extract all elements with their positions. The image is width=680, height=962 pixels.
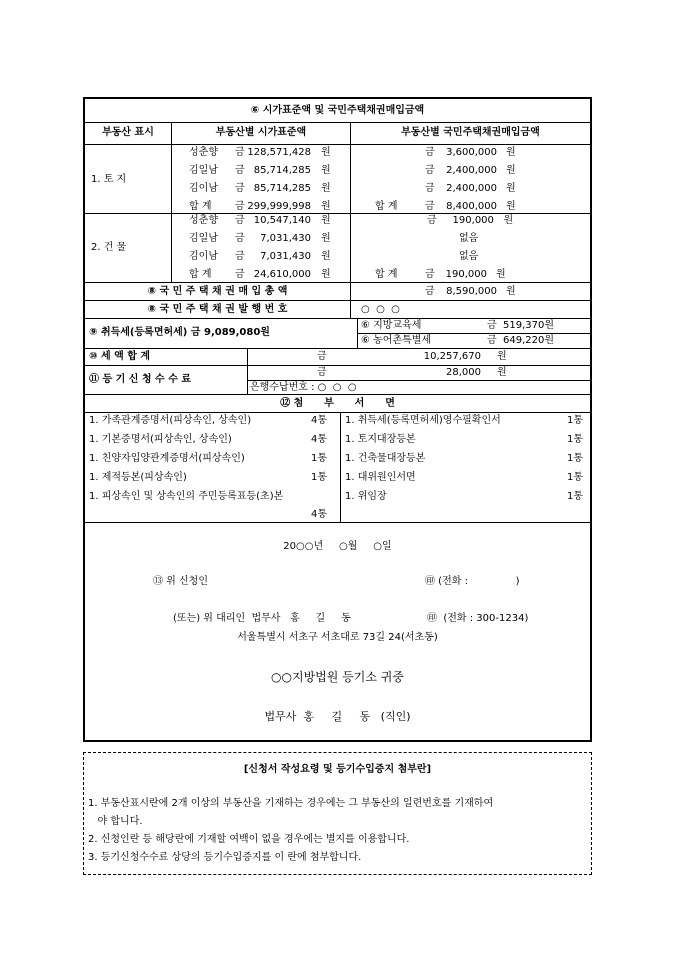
building-bond-total-geum: 금 <box>425 269 435 280</box>
land-owner-name: 김일남 <box>189 165 218 176</box>
attachment-right-count: 1통 <box>567 472 584 483</box>
land-bond-unit: 원 <box>506 147 516 158</box>
attachments-title: ⑫ 첨 부 서 면 <box>280 398 395 409</box>
land-standard-price: 85,714,285 <box>253 183 311 194</box>
notes-item: 2. 신청인란 등 해당란에 기재할 여백이 없을 경우에는 별지를 이용합니다. <box>88 834 410 845</box>
rural-special-tax-value: 금 649,220원 <box>487 335 555 346</box>
local-education-tax-value: 금 519,370원 <box>487 320 555 331</box>
land-bond-total-value: 8,400,000 <box>446 201 497 212</box>
bond-total-unit: 원 <box>506 286 516 297</box>
column-divider <box>171 122 172 282</box>
building-total-label: 합 계 <box>189 269 212 280</box>
notes-item: 야 합니다. <box>88 816 143 827</box>
divider <box>85 348 590 349</box>
column-divider <box>350 122 351 282</box>
divider <box>85 522 590 523</box>
attachment-right-item: 1. 취득세(등록면허세)영수필확인서 <box>345 415 501 426</box>
registration-fee-value: 28,000 <box>446 367 481 378</box>
divider <box>357 333 590 334</box>
application-form-frame <box>83 97 592 742</box>
land-total-geum: 금 <box>235 201 245 212</box>
building-unit: 원 <box>321 215 331 226</box>
tax-total-value: 10,257,670 <box>423 351 481 362</box>
scrivener-signature: 법무사 홍 길 동 (직인) <box>264 710 411 723</box>
attachment-left-item: 1. 제적등본(피상속인) <box>89 472 187 483</box>
building-label: 2. 건 물 <box>91 242 127 253</box>
land-unit: 원 <box>321 183 331 194</box>
local-education-tax-label: ⑥ 지방교육세 <box>361 320 422 331</box>
building-geum: 금 <box>235 215 245 226</box>
land-owner-name: 성춘향 <box>189 147 218 158</box>
attachment-left-count: 1통 <box>311 472 328 483</box>
building-bond: 없음 <box>459 233 479 244</box>
notes-item: 3. 등기신청수수료 상당의 등기수입증지를 이 란에 첨부합니다. <box>88 852 362 863</box>
header-bond-amount: 부동산별 국민주택채권매입금액 <box>401 127 540 138</box>
attachment-right-item: 1. 대위원인서면 <box>345 472 416 483</box>
registration-fee-unit: 원 <box>497 367 507 378</box>
court-name: ○○지방법원 등기소 귀중 <box>271 670 404 684</box>
building-unit: 원 <box>321 251 331 262</box>
bond-total-geum: 금 <box>425 286 435 297</box>
building-bond-total-label: 합 계 <box>375 269 398 280</box>
building-bond: 금 190,000 원 <box>427 215 514 226</box>
land-bond-total-label: 합 계 <box>375 201 398 212</box>
divider <box>85 282 590 283</box>
applicant-seal-phone: ㊞ (전화 : ) <box>425 576 520 587</box>
building-standard-price: 7,031,430 <box>260 251 311 262</box>
land-total-unit: 원 <box>321 201 331 212</box>
attachment-left-count: 4통 <box>311 509 328 520</box>
land-bond-value: 2,400,000 <box>446 165 497 176</box>
attachment-right-count: 1통 <box>567 491 584 502</box>
land-unit: 원 <box>321 165 331 176</box>
building-owner-name: 김일남 <box>189 233 218 244</box>
agent-address: 서울특별시 서초구 서초대로 73길 24(서초동) <box>237 632 438 643</box>
notes-item: 1. 부동산표시란에 2개 이상의 부동산을 기재하는 경우에는 그 부동산의 일련번호를 기재하여 <box>88 798 494 809</box>
bank-receipt-number: 은행수납번호 : ○ ○ ○ <box>250 382 357 393</box>
building-bond: 없음 <box>459 251 479 262</box>
attachment-right-count: 1통 <box>567 415 584 426</box>
land-geum: 금 <box>235 165 245 176</box>
building-bond-total-unit: 원 <box>496 269 506 280</box>
divider <box>85 365 590 366</box>
notes-title: [신청서 작성요령 및 등기수입증지 첨부란] <box>243 764 432 775</box>
land-bond-geum: 금 <box>425 183 435 194</box>
column-divider <box>340 412 341 522</box>
building-bond-total-value: 190,000 <box>445 269 487 280</box>
land-bond-geum: 금 <box>425 165 435 176</box>
rural-special-tax-label: ⑥ 농어촌특별세 <box>361 335 432 346</box>
attachment-right-count: 1통 <box>567 453 584 464</box>
building-unit: 원 <box>321 233 331 244</box>
attachment-right-item: 1. 토지대장등본 <box>345 434 416 445</box>
bond-number-label: ⑧ 국 민 주 택 채 권 발 행 번 호 <box>147 304 288 315</box>
acquisition-tax-label: ⑨ 취득세(등록면허세) 금 9,089,080원 <box>89 327 270 338</box>
divider <box>85 318 590 319</box>
land-bond-unit: 원 <box>506 165 516 176</box>
land-label: 1. 토 지 <box>91 174 127 185</box>
tax-total-geum: 금 <box>317 351 327 362</box>
tax-total-label: ⑩ 세 액 합 계 <box>89 351 151 362</box>
agent-line: (또는) 위 대리인 법무사 홍 길 동 <box>173 613 351 624</box>
application-date: 20○○년 ○월 ○일 <box>283 541 392 552</box>
building-total-geum: 금 <box>235 269 245 280</box>
attachment-right-item: 1. 건축물대장등본 <box>345 453 426 464</box>
divider <box>85 213 590 214</box>
building-total-value: 24,610,000 <box>253 269 311 280</box>
attachment-left-item: 1. 기본증명서(피상속인, 상속인) <box>89 434 232 445</box>
section-title: ⑥ 시가표준액 및 국민주택채권매입금액 <box>250 105 425 116</box>
divider <box>85 394 590 395</box>
bond-number-value: ○ ○ ○ <box>361 304 400 315</box>
land-geum: 금 <box>235 147 245 158</box>
building-standard-price: 10,547,140 <box>253 215 311 226</box>
land-bond-value: 2,400,000 <box>446 183 497 194</box>
land-unit: 원 <box>321 147 331 158</box>
building-owner-name: 성춘향 <box>189 215 218 226</box>
building-standard-price: 7,031,430 <box>260 233 311 244</box>
registration-fee-geum: 금 <box>317 367 327 378</box>
land-total-value: 299,999,998 <box>247 201 311 212</box>
column-divider <box>247 348 248 394</box>
divider <box>85 300 590 301</box>
header-property: 부동산 표시 <box>102 127 154 138</box>
bond-total-label: ⑧ 국 민 주 택 채 권 매 입 총 액 <box>147 286 288 297</box>
land-bond-geum: 금 <box>425 147 435 158</box>
applicant-label: ⑬ 위 신청인 <box>153 576 208 587</box>
header-standard-price: 부동산별 시가표준액 <box>215 127 307 138</box>
divider <box>85 122 590 123</box>
divider <box>247 380 590 381</box>
building-geum: 금 <box>235 233 245 244</box>
building-total-unit: 원 <box>321 269 331 280</box>
building-owner-name: 김이남 <box>189 251 218 262</box>
land-bond-total-geum: 금 <box>425 201 435 212</box>
agent-seal-phone: ㊞ (전화 : 300-1234) <box>427 613 529 624</box>
tax-total-unit: 원 <box>497 351 507 362</box>
land-bond-value: 3,600,000 <box>446 147 497 158</box>
attachment-left-item: 1. 가족관계증명서(피상속인, 상속인) <box>89 415 252 426</box>
divider <box>85 412 590 413</box>
land-standard-price: 85,714,285 <box>253 165 311 176</box>
land-geum: 금 <box>235 183 245 194</box>
building-geum: 금 <box>235 251 245 262</box>
land-standard-price: 128,571,428 <box>247 147 311 158</box>
attachment-left-count: 4통 <box>311 434 328 445</box>
attachment-left-count: 4통 <box>311 415 328 426</box>
land-owner-name: 김이남 <box>189 183 218 194</box>
attachment-left-item: 1. 피상속인 및 상속인의 주민등록표등(초)본 <box>89 491 284 502</box>
bond-total-value: 8,590,000 <box>446 286 497 297</box>
attachment-right-count: 1통 <box>567 434 584 445</box>
notes-box <box>83 752 592 875</box>
land-total-label: 합 계 <box>189 201 212 212</box>
land-bond-total-unit: 원 <box>506 201 516 212</box>
divider <box>85 144 590 145</box>
land-bond-unit: 원 <box>506 183 516 194</box>
attachment-left-item: 1. 친양자입양관계증명서(피상속인) <box>89 453 245 464</box>
attachment-left-count: 1통 <box>311 453 328 464</box>
registration-fee-label: ⑪ 등 기 신 청 수 수 료 <box>89 374 191 385</box>
attachment-right-item: 1. 위임장 <box>345 491 387 502</box>
